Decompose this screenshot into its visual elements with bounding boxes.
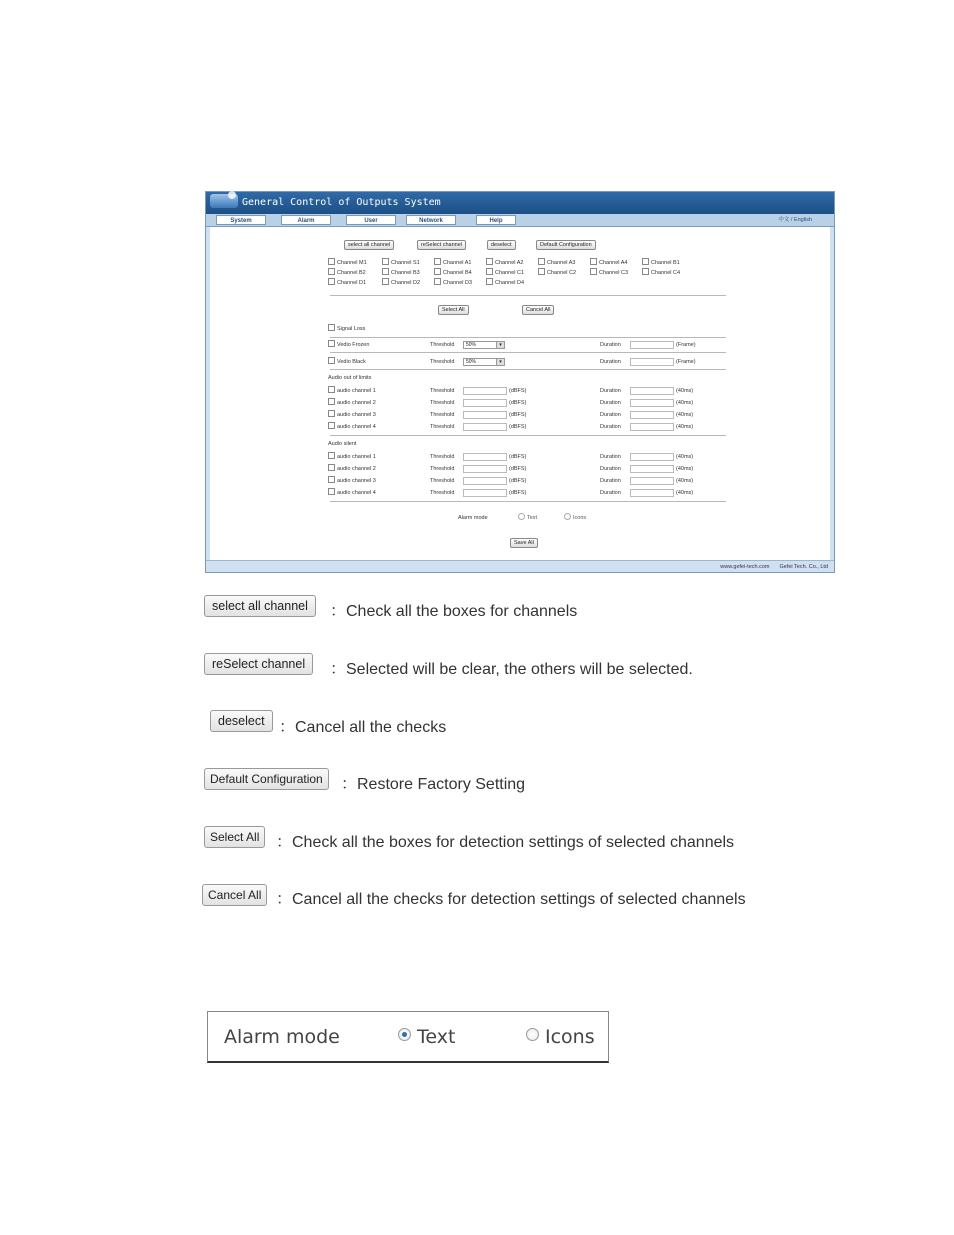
- channel-checkbox[interactable]: Channel A4: [590, 259, 627, 267]
- channel-checkbox[interactable]: Channel M1: [328, 259, 367, 267]
- select-all-button[interactable]: Select All: [438, 305, 469, 315]
- explanation-text: ：Restore Factory Setting: [341, 776, 526, 793]
- duration-label: Duration: [600, 454, 621, 460]
- threshold-label: Threshold: [430, 490, 455, 496]
- deselect-button[interactable]: deselect: [210, 710, 273, 732]
- channel-checkbox[interactable]: Channel A3: [538, 259, 575, 267]
- duration-label: Duration: [600, 466, 621, 472]
- duration-label: Duration: [600, 478, 621, 484]
- audio-channel-checkbox[interactable]: audio channel 3: [328, 477, 376, 485]
- channel-checkbox[interactable]: Channel A1: [434, 259, 471, 267]
- dbfs-unit: (dBFS): [509, 412, 527, 418]
- duration-label: Duration: [600, 359, 621, 365]
- threshold-input[interactable]: [463, 387, 507, 395]
- divider: [330, 337, 726, 338]
- duration-input[interactable]: [630, 411, 674, 419]
- threshold-label: Threshold: [430, 412, 455, 418]
- duration-input[interactable]: [630, 453, 674, 461]
- title-bar: [206, 192, 834, 214]
- threshold-label: Threshold: [430, 400, 455, 406]
- ms-unit: (40ms): [676, 478, 694, 484]
- channel-checkbox[interactable]: Channel B4: [434, 269, 472, 277]
- threshold-input[interactable]: [463, 465, 507, 473]
- system-screenshot: [205, 191, 835, 573]
- ms-unit: (40ms): [676, 454, 694, 460]
- duration-label: Duration: [600, 424, 621, 430]
- ms-unit: (40ms): [676, 388, 694, 394]
- channel-checkbox[interactable]: Channel A2: [486, 259, 523, 267]
- channel-checkbox[interactable]: Channel D4: [486, 279, 524, 287]
- duration-label: Duration: [600, 412, 621, 418]
- threshold-label: Threshold: [430, 388, 455, 394]
- frame-unit: (Frame): [676, 342, 696, 348]
- dbfs-unit: (dBFS): [509, 388, 527, 394]
- radio-selected-icon: [398, 1028, 411, 1041]
- ms-unit: (40ms): [676, 490, 694, 496]
- threshold-select[interactable]: 50% ▾: [463, 358, 505, 366]
- alarm-mode-label: Alarm mode: [458, 515, 488, 521]
- channel-checkbox[interactable]: Channel B1: [642, 259, 680, 267]
- app-logo-icon: [210, 194, 238, 208]
- threshold-label: Threshold: [430, 424, 455, 430]
- ms-unit: (40ms): [676, 412, 694, 418]
- ms-unit: (40ms): [676, 424, 694, 430]
- audio-out-heading: Audio out of limits: [328, 375, 372, 381]
- threshold-input[interactable]: [463, 411, 507, 419]
- language-switch[interactable]: 中文 / English: [778, 217, 812, 223]
- divider: [330, 435, 726, 436]
- duration-input[interactable]: [630, 423, 674, 431]
- select-all-channel-button[interactable]: select all channel: [204, 595, 316, 617]
- threshold-input[interactable]: [463, 423, 507, 431]
- explanation-text: ：Selected will be clear, the others will be selected.: [330, 661, 693, 678]
- channel-checkbox[interactable]: Channel D2: [382, 279, 420, 287]
- cancel-all-button[interactable]: Cancel All: [522, 305, 554, 315]
- threshold-input[interactable]: [463, 399, 507, 407]
- tab-system[interactable]: System: [216, 215, 266, 225]
- tab-help[interactable]: Help: [476, 215, 516, 225]
- divider: [330, 369, 726, 370]
- duration-input[interactable]: [630, 358, 674, 366]
- audio-channel-checkbox[interactable]: audio channel 1: [328, 453, 376, 461]
- dbfs-unit: (dBFS): [509, 478, 527, 484]
- divider: [330, 501, 726, 502]
- frame-unit: (Frame): [676, 359, 696, 365]
- select-all-channel-button[interactable]: select all channel: [344, 240, 394, 250]
- reselect-channel-button[interactable]: reSelect channel: [417, 240, 466, 250]
- explanation-text: ：Cancel all the checks: [279, 719, 447, 736]
- explanation-text: ：Check all the boxes for detection settings of selected channels: [276, 834, 735, 851]
- footer-company: Gefei Tech. Co., Ltd: [779, 564, 828, 570]
- tab-user[interactable]: User: [346, 215, 396, 225]
- threshold-input[interactable]: [463, 489, 507, 497]
- alarm-mode-icons-radio[interactable]: Icons: [564, 514, 586, 522]
- audio-silent-heading: Audio silent: [328, 441, 357, 447]
- audio-channel-checkbox[interactable]: audio channel 1: [328, 387, 376, 395]
- channel-checkbox[interactable]: Channel B3: [382, 269, 420, 277]
- alarm-content: [206, 227, 834, 560]
- duration-input[interactable]: [630, 477, 674, 485]
- audio-channel-checkbox[interactable]: audio channel 4: [328, 489, 376, 497]
- threshold-label: Threshold: [430, 454, 455, 460]
- duration-input[interactable]: [630, 387, 674, 395]
- channel-checkbox[interactable]: Channel C3: [590, 269, 628, 277]
- select-all-button[interactable]: Select All: [204, 826, 265, 848]
- dbfs-unit: (dBFS): [509, 454, 527, 460]
- save-all-button[interactable]: Save All: [510, 538, 538, 548]
- duration-input[interactable]: [630, 489, 674, 497]
- alarm-mode-icons-radio[interactable]: Icons: [526, 1025, 595, 1049]
- threshold-input[interactable]: [463, 477, 507, 485]
- threshold-label: Threshold: [430, 478, 455, 484]
- reselect-channel-button[interactable]: reSelect channel: [204, 653, 313, 675]
- threshold-label: Threshold: [430, 342, 455, 348]
- channel-checkbox[interactable]: Channel C2: [538, 269, 576, 277]
- threshold-label: Threshold: [430, 359, 455, 365]
- duration-label: Duration: [600, 388, 621, 394]
- explanation-text: ：Check all the boxes for channels: [330, 603, 578, 620]
- divider: [330, 295, 726, 296]
- radio-unselected-icon: [526, 1028, 539, 1041]
- tab-alarm[interactable]: Alarm: [281, 215, 331, 225]
- footer: [206, 560, 834, 572]
- duration-label: Duration: [600, 342, 621, 348]
- alarm-mode-text-radio[interactable]: Text: [398, 1025, 455, 1049]
- video-black-checkbox[interactable]: Vedio Black: [328, 358, 366, 366]
- divider: [330, 352, 726, 353]
- alarm-mode-text-radio[interactable]: Text: [518, 514, 537, 522]
- dbfs-unit: (dBFS): [509, 490, 527, 496]
- deselect-button[interactable]: deselect: [487, 240, 516, 250]
- audio-channel-checkbox[interactable]: audio channel 3: [328, 411, 376, 419]
- dbfs-unit: (dBFS): [509, 466, 527, 472]
- footer-site: www.gefei-tech.com: [720, 564, 770, 570]
- signal-loss-checkbox[interactable]: Signal Loss: [328, 325, 365, 333]
- ms-unit: (40ms): [676, 400, 694, 406]
- tab-network[interactable]: Network: [406, 215, 456, 225]
- audio-channel-checkbox[interactable]: audio channel 2: [328, 465, 376, 473]
- channel-checkbox[interactable]: Channel C1: [486, 269, 524, 277]
- nav-bar: [206, 214, 834, 227]
- dbfs-unit: (dBFS): [509, 424, 527, 430]
- audio-channel-checkbox[interactable]: audio channel 2: [328, 399, 376, 407]
- audio-channel-checkbox[interactable]: audio channel 4: [328, 423, 376, 431]
- cancel-all-button[interactable]: Cancel All: [202, 884, 267, 906]
- video-frozen-checkbox[interactable]: Vedio Frozen: [328, 341, 369, 349]
- duration-input[interactable]: [630, 465, 674, 473]
- app-title: General Control of Outputs System: [242, 197, 441, 208]
- channel-checkbox[interactable]: Channel S1: [382, 259, 420, 267]
- duration-label: Duration: [600, 400, 621, 406]
- channel-checkbox[interactable]: Channel D1: [328, 279, 366, 287]
- duration-label: Duration: [600, 490, 621, 496]
- channel-checkbox[interactable]: Channel B2: [328, 269, 366, 277]
- channel-checkbox[interactable]: Channel C4: [642, 269, 680, 277]
- default-configuration-button[interactable]: Default Configuration: [204, 768, 329, 790]
- alarm-mode-box: [207, 1011, 609, 1063]
- duration-input[interactable]: [630, 341, 674, 349]
- threshold-input[interactable]: [463, 453, 507, 461]
- explanation-text: ：Cancel all the checks for detection settings of selected channels: [276, 891, 746, 908]
- default-configuration-button[interactable]: Default Configuration: [536, 240, 596, 250]
- threshold-select[interactable]: 50% ▾: [463, 341, 505, 349]
- dbfs-unit: (dBFS): [509, 400, 527, 406]
- alarm-mode-label: Alarm mode: [224, 1026, 340, 1048]
- channel-checkbox[interactable]: Channel D3: [434, 279, 472, 287]
- ms-unit: (40ms): [676, 466, 694, 472]
- threshold-label: Threshold: [430, 466, 455, 472]
- duration-input[interactable]: [630, 399, 674, 407]
